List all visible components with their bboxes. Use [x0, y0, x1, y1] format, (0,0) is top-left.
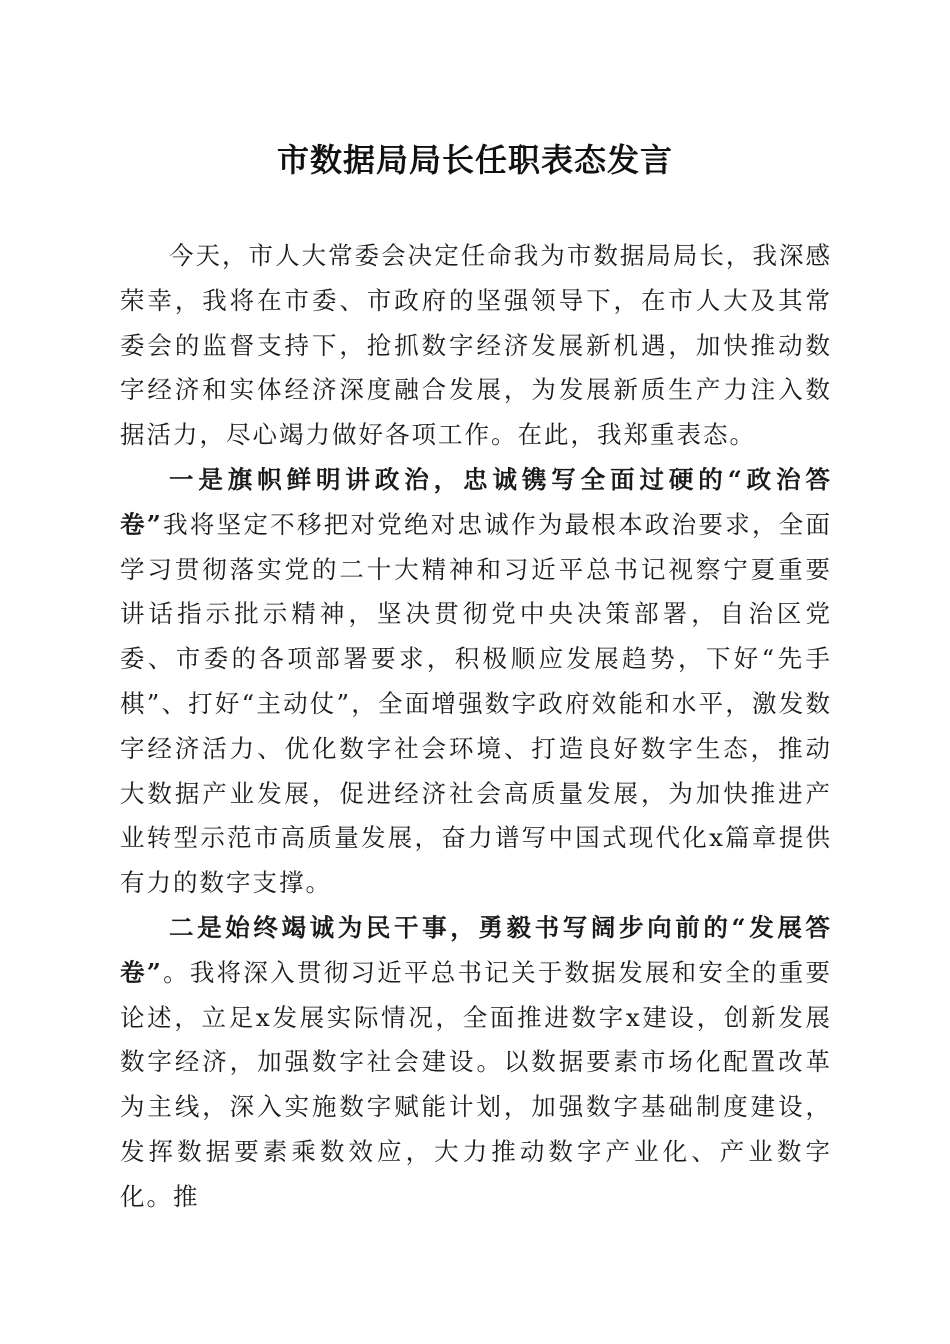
- paragraph-point-one: [120, 458, 832, 906]
- document-title: 市数据局局长任职表态发言: [276, 141, 673, 179]
- paragraph-opening: [120, 234, 832, 458]
- paragraph-lead: 一是旗帜鲜明讲政治，忠诚镌写全面过硬的“政治答卷”: [120, 464, 832, 539]
- paragraph-point-two: [120, 906, 832, 1220]
- paragraph-text: 。我将深入贯彻习近平总书记关于数据发展和安全的重要论述，立足x发展实际情况，全面推进数字x建设，创新发展数字经济，加强数字社会建设。以数据要素市场化配置改革为主线，深入实施数字赋能计划，加强数字基础制度建设，发挥数据要素乘数效应，大力推动数字产业化、产业数字化。推: [120, 957, 832, 1211]
- paragraph-text: 我将坚定不移把对党绝对忠诚作为最根本政治要求，全面学习贯彻落实党的二十大精神和习近平总书记视察宁夏重要讲话指示批示精神，坚决贯彻党中央决策部署，自治区党委、市委的各项部署要求，积极顺应发展趋势，下好“先手棋”、打好“主动仗”，全面增强数字政府效能和水平，激发数字经济活力、优化数字社会环境、打造良好数字生态，推动大数据产业发展，促进经济社会高质量发展，为加快推进产业转型示范市高质量发展，奋力谱写中国式现代化x篇章提供有力的数字支撑。: [120, 509, 832, 898]
- document-body: [120, 234, 832, 1220]
- paragraph-text: 今天，市人大常委会决定任命我为市数据局局长，我深感荣幸，我将在市委、市政府的坚强领导下，在市人大及其常委会的监督支持下，抢抓数字经济发展新机遇，加快推动数字经济和实体经济深度融合发展，为发展新质生产力注入数据活力，尽心竭力做好各项工作。在此，我郑重表态。: [120, 241, 832, 450]
- paragraph-lead: 二是始终竭诚为民干事，勇毅书写阔步向前的“发展答卷”: [120, 912, 832, 987]
